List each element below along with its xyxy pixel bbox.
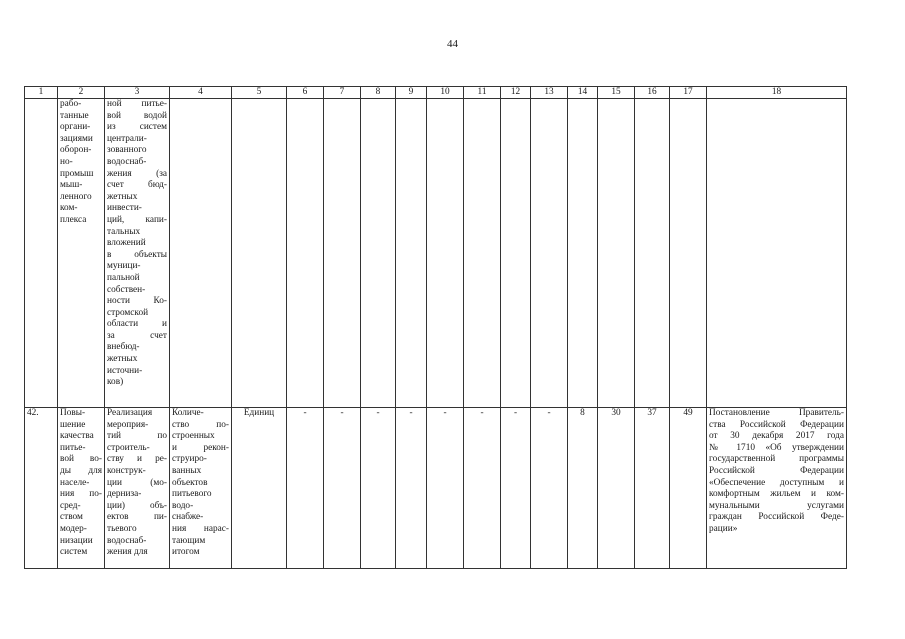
text-line: ции) объ- [107,500,167,511]
text-line: дерниза- [107,489,142,500]
text-line: танные [60,110,89,121]
header-cell-3: 3 [105,87,170,99]
text-line: счет бюд- [107,180,167,191]
value-cell [635,99,670,408]
text-line: жетных [107,191,138,202]
text-line: муници- [107,261,141,272]
header-cell-15: 15 [598,87,635,99]
text-line: органи- [60,122,91,133]
text-line: ков) [107,377,124,388]
text-line: модер- [60,523,87,534]
value-cell [568,99,598,408]
header-cell-12: 12 [501,87,531,99]
text-line: Повы- [60,408,86,418]
text-line: тьевого [107,523,137,534]
text-line: централи- [107,133,147,144]
text-line: водо- [172,500,194,511]
value-cell-17: 49 [670,408,707,569]
page-number: 44 [447,38,458,50]
header-cell-4: 4 [170,87,232,99]
source-document-cell [707,99,847,408]
activity-cell [105,99,170,408]
text-line: ства Российской Федерации [709,419,844,430]
text-line: № 1710 «Об утверждении [709,442,844,453]
text-line: ством [60,512,83,523]
value-cell [531,99,568,408]
column-numbers-row [25,87,847,99]
text-line: водоснаб- [107,156,147,167]
value-cell [598,99,635,408]
text-line: тающим [172,535,206,546]
text-line: струиро- [172,454,207,465]
value-cell-15: 30 [598,408,635,569]
value-cell [670,99,707,408]
header-cell-17: 17 [670,87,707,99]
header-cell-11: 11 [464,87,501,99]
text-line: ния по- [60,489,102,500]
text-line: мероприя- [107,419,149,430]
text-line: объектов [172,477,208,488]
text-line: граждан Российской Феде- [709,512,844,523]
text-line: низации [60,535,93,546]
value-cell-16: 37 [635,408,670,569]
text-line: инвести- [107,203,142,214]
text-line: пальной [107,272,140,283]
text-line: внебюд- [107,342,140,353]
text-line: но- [60,156,73,167]
text-line: сред- [60,500,81,511]
text-line: водоснаб- [107,535,147,546]
text-line: зованного [107,145,147,156]
value-cell-8: - [361,408,396,569]
value-cell [361,99,396,408]
header-cell-5: 5 [232,87,287,99]
text-line: Российской Федерации [709,465,844,476]
source-document-cell [707,408,847,569]
table-row-continued [25,99,847,408]
text-line: вой во- [60,454,102,465]
text-line: жения (за [107,168,167,179]
text-line: рабо- [60,99,82,109]
text-line: питье- [60,442,86,453]
text-line: ния нарас- [172,523,229,534]
text-line: строенных [172,431,215,442]
unit-cell [232,99,287,408]
task-cell [58,408,105,569]
row-number-cell [25,99,58,408]
text-line: тий по [107,431,167,442]
text-line: конструк- [107,465,146,476]
text-line: ды для [60,465,102,476]
text-line: ектов пи- [107,512,167,523]
header-cell-1: 1 [25,87,58,99]
text-line: государственной программы [709,454,844,465]
text-line: снабже- [172,512,204,523]
header-cell-6: 6 [287,87,324,99]
text-line: строитель- [107,442,150,453]
program-table [24,86,847,569]
header-cell-14: 14 [568,87,598,99]
text-line: мунальными услугами [709,500,844,511]
header-cell-16: 16 [635,87,670,99]
text-line: Реализация [107,408,153,418]
indicator-cell [170,99,232,408]
header-cell-13: 13 [531,87,568,99]
text-line: стромской [107,307,149,318]
text-line: питьевого [172,489,212,500]
text-line: ной питье- [107,99,167,109]
value-cell [324,99,361,408]
text-line: области и [107,319,167,330]
text-line: вложений [107,238,146,249]
value-cell-13: - [531,408,568,569]
value-cell [427,99,464,408]
text-line: рации» [709,523,738,534]
text-line: ленного [60,191,92,202]
text-line: качества [60,431,94,442]
unit-cell: Единиц [232,408,287,569]
value-cell-12: - [501,408,531,569]
text-line: ству и ре- [107,454,167,465]
text-line: шение [60,419,86,430]
text-line: собствен- [107,284,146,295]
text-line: тальных [107,226,141,237]
header-cell-7: 7 [324,87,361,99]
text-line: зациями [60,133,93,144]
header-cell-10: 10 [427,87,464,99]
text-line: ности Ко- [107,296,167,307]
value-cell [501,99,531,408]
header-cell-2: 2 [58,87,105,99]
text-line: жетных [107,354,138,365]
text-line: и рекон- [172,442,229,453]
text-line: ство по- [172,419,229,430]
indicator-cell [170,408,232,569]
header-cell-18: 18 [707,87,847,99]
text-line: ванных [172,465,202,476]
value-cell-14: 8 [568,408,598,569]
text-line: ком- [60,203,78,214]
text-line: источни- [107,365,143,376]
value-cell-11: - [464,408,501,569]
text-line: систем [60,547,88,558]
text-line: жения для [107,547,148,558]
text-line: вой водой [107,110,167,121]
text-line: ций, капи- [107,214,167,225]
table-row-42 [25,408,847,569]
task-cell [58,99,105,408]
text-line: Постановление Правитель- [709,408,844,418]
value-cell-10: - [427,408,464,569]
value-cell [464,99,501,408]
text-line: за счет [107,330,167,341]
text-line: из систем [107,122,167,133]
header-cell-8: 8 [361,87,396,99]
text-line: «Обеспечение доступным и [709,477,844,488]
text-line: мыш- [60,180,83,191]
text-line: оборон- [60,145,92,156]
value-cell-6: - [287,408,324,569]
value-cell-7: - [324,408,361,569]
value-cell [287,99,324,408]
text-line: от 30 декабря 2017 года [709,431,844,442]
text-line: комфортным жильем и ком- [709,489,844,500]
text-line: итогом [172,547,200,558]
text-line: в объекты [107,249,167,260]
text-line: Количе- [172,408,204,418]
row-number-cell: 42. [25,408,58,569]
text-line: населе- [60,477,90,488]
value-cell-9: - [396,408,427,569]
activity-cell [105,408,170,569]
value-cell [396,99,427,408]
text-line: промыш [60,168,94,179]
text-line: плекса [60,214,87,225]
text-line: ции (мо- [107,477,167,488]
header-cell-9: 9 [396,87,427,99]
